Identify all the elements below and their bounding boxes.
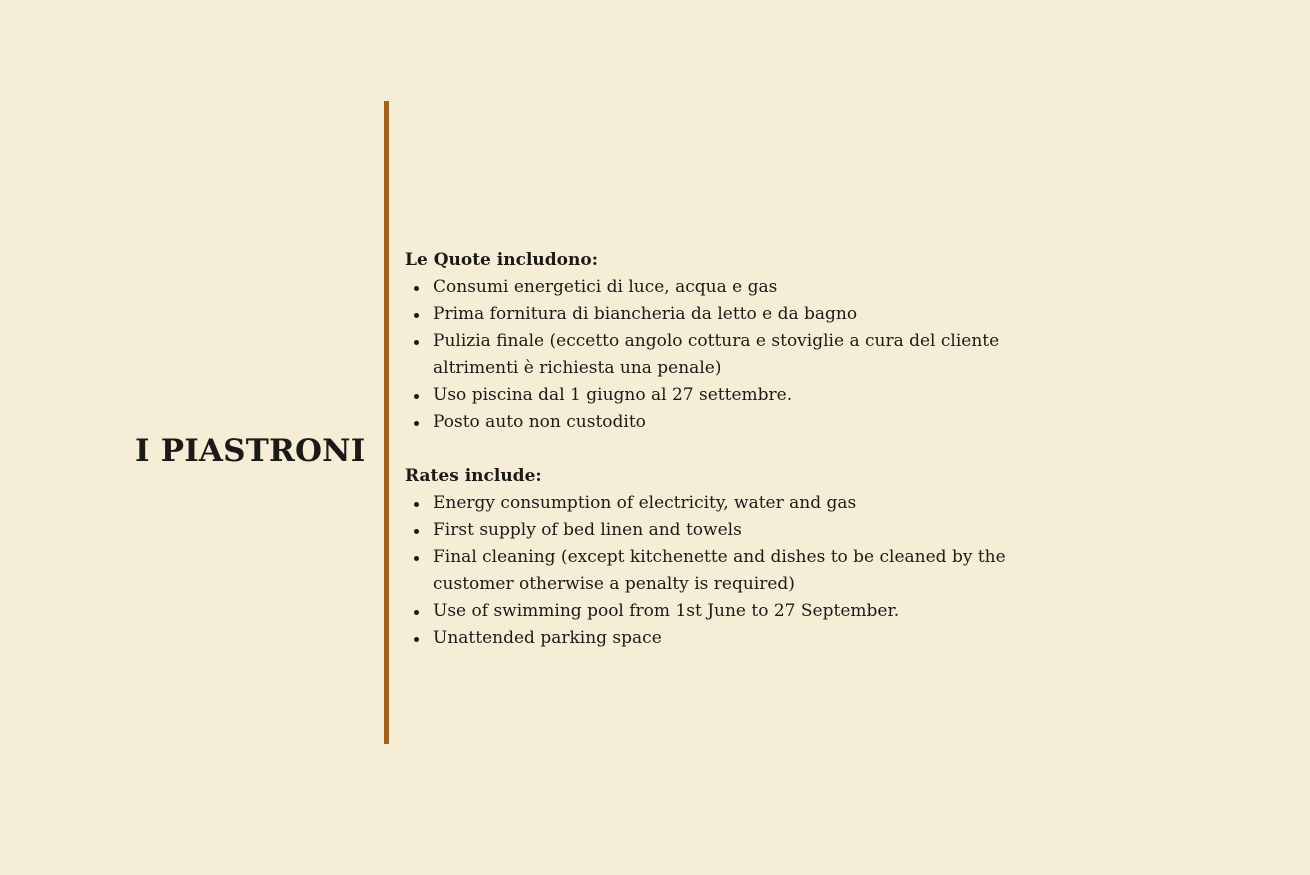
list-item xyxy=(405,625,1043,652)
list-item xyxy=(405,274,1043,301)
italian-section xyxy=(405,247,1065,436)
italian-heading: Le Quote includono: xyxy=(405,250,598,270)
bullet-icon xyxy=(414,502,419,507)
list-item-text: Pulizia finale (eccetto angolo cottura e stoviglie a cura del cliente altrimenti è richiesta una penale) xyxy=(433,331,1000,378)
bullet-icon xyxy=(414,556,419,561)
list-item xyxy=(405,517,1043,544)
section-spacer xyxy=(405,436,1065,463)
bullet-icon xyxy=(414,313,419,318)
english-inclusions-list xyxy=(405,490,1065,652)
bullet-icon xyxy=(414,637,419,642)
bullet-icon xyxy=(414,340,419,345)
bullet-icon xyxy=(414,286,419,291)
english-heading: Rates include: xyxy=(405,466,542,486)
list-item-text: Unattended parking space xyxy=(433,628,662,648)
list-item-text: Consumi energetici di luce, acqua e gas xyxy=(433,277,778,297)
italian-inclusions-list xyxy=(405,274,1065,436)
inclusions-content xyxy=(405,247,1065,652)
bullet-icon xyxy=(414,610,419,615)
list-item xyxy=(405,409,1043,436)
list-item xyxy=(405,490,1043,517)
list-item-text: Posto auto non custodito xyxy=(433,412,646,432)
list-item-text: Energy consumption of electricity, water and gas xyxy=(433,493,857,513)
list-item xyxy=(405,301,1043,328)
list-item xyxy=(405,544,1043,598)
list-item-text: Uso piscina dal 1 giugno al 27 settembre. xyxy=(433,385,793,405)
list-item xyxy=(405,598,1043,625)
bullet-icon xyxy=(414,394,419,399)
list-item-text: Use of swimming pool from 1st June to 27 September. xyxy=(433,601,900,621)
bullet-icon xyxy=(414,529,419,534)
list-item-text: Prima fornitura di biancheria da letto e da bagno xyxy=(433,304,858,324)
list-item-text: First supply of bed linen and towels xyxy=(433,520,742,540)
list-item-text: Final cleaning (except kitchenette and dishes to be cleaned by the customer otherwise a penalty is required) xyxy=(433,547,1006,594)
property-title: I PIASTRONI xyxy=(135,432,366,469)
vertical-divider xyxy=(384,101,389,744)
english-section xyxy=(405,463,1065,652)
list-item xyxy=(405,382,1043,409)
list-item xyxy=(405,328,1043,382)
bullet-icon xyxy=(414,421,419,426)
